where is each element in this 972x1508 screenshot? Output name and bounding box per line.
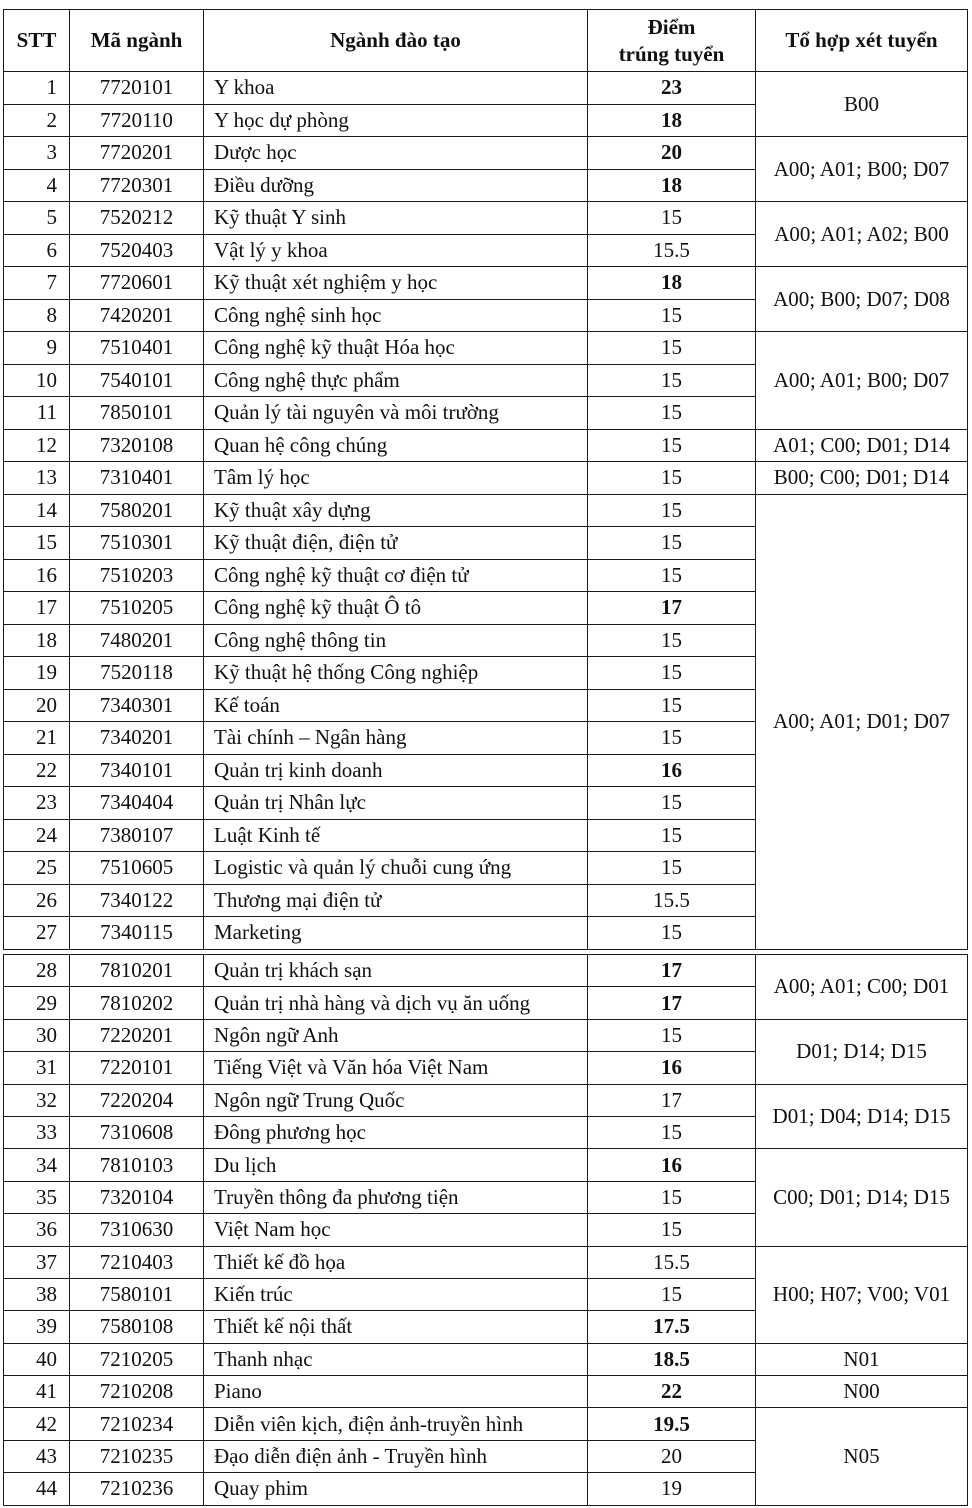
- row-stt: 7: [4, 267, 70, 300]
- admission-scores-table-part-1: [3, 9, 968, 950]
- row-stt: 16: [4, 559, 70, 592]
- header-stt: STT: [4, 10, 70, 72]
- row-stt: 19: [4, 657, 70, 690]
- row-major-name: Kỹ thuật điện, điện tử: [204, 527, 588, 560]
- row-stt: 29: [4, 987, 70, 1019]
- row-stt: 12: [4, 429, 70, 462]
- row-subject-combination: A00; A01; C00; D01: [756, 955, 968, 1020]
- row-major-name: Thương mại điện tử: [204, 884, 588, 917]
- row-major-name: Đông phương học: [204, 1116, 588, 1148]
- row-stt: 8: [4, 299, 70, 332]
- row-stt: 32: [4, 1084, 70, 1116]
- row-score: 15: [588, 202, 756, 235]
- row-major-name: Dược học: [204, 137, 588, 170]
- row-stt: 24: [4, 819, 70, 852]
- row-stt: 27: [4, 917, 70, 950]
- row-major-name: Y học dự phòng: [204, 104, 588, 137]
- row-major-name: Kế toán: [204, 689, 588, 722]
- row-major-name: Tiếng Việt và Văn hóa Việt Nam: [204, 1052, 588, 1084]
- row-major-name: Quay phim: [204, 1473, 588, 1505]
- row-stt: 41: [4, 1376, 70, 1408]
- row-major-name: Thiết kế nội thất: [204, 1311, 588, 1343]
- row-score: 17.5: [588, 1311, 756, 1343]
- row-score: 20: [588, 1440, 756, 1472]
- row-subject-combination: A00; A01; A02; B00: [756, 202, 968, 267]
- table-body-part-1: [4, 72, 968, 950]
- row-major-code: 7220101: [70, 1052, 204, 1084]
- row-major-name: Công nghệ kỹ thuật Hóa học: [204, 332, 588, 365]
- row-stt: 33: [4, 1116, 70, 1148]
- row-stt: 1: [4, 72, 70, 105]
- row-major-code: 7850101: [70, 397, 204, 430]
- row-major-code: 7210235: [70, 1440, 204, 1472]
- row-major-name: Kiến trúc: [204, 1278, 588, 1310]
- row-major-code: 7340404: [70, 787, 204, 820]
- table-row: [4, 955, 968, 987]
- row-major-code: 7520403: [70, 234, 204, 267]
- row-major-name: Quản lý tài nguyên và môi trường: [204, 397, 588, 430]
- row-major-name: Quản trị nhà hàng và dịch vụ ăn uống: [204, 987, 588, 1019]
- row-major-name: Du lịch: [204, 1149, 588, 1181]
- row-stt: 43: [4, 1440, 70, 1472]
- header-name: Ngành đào tạo: [204, 10, 588, 72]
- row-score: 15: [588, 299, 756, 332]
- row-subject-combination: D01; D14; D15: [756, 1019, 968, 1084]
- table-row: [4, 1149, 968, 1181]
- row-score: 15: [588, 527, 756, 560]
- table-row: [4, 137, 968, 170]
- row-score: 15: [588, 1214, 756, 1246]
- row-subject-combination: B00: [756, 72, 968, 137]
- row-major-code: 7540101: [70, 364, 204, 397]
- row-score: 15: [588, 624, 756, 657]
- row-major-code: 7510205: [70, 592, 204, 625]
- row-major-name: Công nghệ kỹ thuật cơ điện tử: [204, 559, 588, 592]
- row-major-name: Quản trị Nhân lực: [204, 787, 588, 820]
- row-score: 17: [588, 592, 756, 625]
- row-score: 22: [588, 1376, 756, 1408]
- row-major-name: Vật lý y khoa: [204, 234, 588, 267]
- row-major-name: Kỹ thuật xây dựng: [204, 494, 588, 527]
- row-major-code: 7220204: [70, 1084, 204, 1116]
- admission-scores-table-part-2: [3, 954, 968, 1506]
- row-stt: 30: [4, 1019, 70, 1051]
- row-score: 16: [588, 1052, 756, 1084]
- row-major-name: Thiết kế đồ họa: [204, 1246, 588, 1278]
- row-subject-combination: D01; D04; D14; D15: [756, 1084, 968, 1149]
- table-row: [4, 72, 968, 105]
- row-major-name: Kỹ thuật hệ thống Công nghiệp: [204, 657, 588, 690]
- row-stt: 18: [4, 624, 70, 657]
- row-major-name: Quan hệ công chúng: [204, 429, 588, 462]
- row-score: 17: [588, 1084, 756, 1116]
- row-score: 17: [588, 955, 756, 987]
- row-subject-combination: N01: [756, 1343, 968, 1375]
- row-major-code: 7420201: [70, 299, 204, 332]
- table-row: [4, 494, 968, 527]
- row-major-name: Ngôn ngữ Anh: [204, 1019, 588, 1051]
- row-stt: 34: [4, 1149, 70, 1181]
- row-stt: 17: [4, 592, 70, 625]
- row-score: 15: [588, 689, 756, 722]
- row-score: 15: [588, 462, 756, 495]
- row-score: 15: [588, 397, 756, 430]
- row-stt: 9: [4, 332, 70, 365]
- row-score: 23: [588, 72, 756, 105]
- row-major-name: Điều dưỡng: [204, 169, 588, 202]
- row-major-code: 7810103: [70, 1149, 204, 1181]
- row-major-name: Công nghệ thực phẩm: [204, 364, 588, 397]
- row-stt: 23: [4, 787, 70, 820]
- row-score: 19.5: [588, 1408, 756, 1440]
- row-major-code: 7510301: [70, 527, 204, 560]
- row-score: 15.5: [588, 234, 756, 267]
- row-score: 16: [588, 1149, 756, 1181]
- header-code: Mã ngành: [70, 10, 204, 72]
- row-major-code: 7310401: [70, 462, 204, 495]
- table-row: [4, 1376, 968, 1408]
- row-score: 19: [588, 1473, 756, 1505]
- row-major-code: 7480201: [70, 624, 204, 657]
- row-subject-combination: A00; A01; D01; D07: [756, 494, 968, 949]
- row-major-code: 7510203: [70, 559, 204, 592]
- header-score-line1: Điểm: [647, 15, 696, 40]
- row-score: 15: [588, 1019, 756, 1051]
- row-major-name: Công nghệ thông tin: [204, 624, 588, 657]
- row-major-code: 7720201: [70, 137, 204, 170]
- row-major-name: Quản trị kinh doanh: [204, 754, 588, 787]
- row-major-code: 7340101: [70, 754, 204, 787]
- row-major-code: 7520212: [70, 202, 204, 235]
- table-row: [4, 332, 968, 365]
- row-score: 18: [588, 104, 756, 137]
- row-score: 16: [588, 754, 756, 787]
- row-subject-combination: A01; C00; D01; D14: [756, 429, 968, 462]
- row-major-code: 7720101: [70, 72, 204, 105]
- row-major-name: Y khoa: [204, 72, 588, 105]
- row-major-name: Công nghệ sinh học: [204, 299, 588, 332]
- row-score: 15: [588, 852, 756, 885]
- row-score: 15: [588, 559, 756, 592]
- row-major-name: Đạo diễn điện ảnh - Truyền hình: [204, 1440, 588, 1472]
- row-major-code: 7520118: [70, 657, 204, 690]
- row-subject-combination: H00; H07; V00; V01: [756, 1246, 968, 1343]
- row-major-code: 7210208: [70, 1376, 204, 1408]
- row-score: 15: [588, 332, 756, 365]
- row-major-name: Luật Kinh tế: [204, 819, 588, 852]
- row-major-name: Việt Nam học: [204, 1214, 588, 1246]
- row-major-code: 7810202: [70, 987, 204, 1019]
- row-stt: 25: [4, 852, 70, 885]
- row-stt: 22: [4, 754, 70, 787]
- row-stt: 37: [4, 1246, 70, 1278]
- row-score: 15: [588, 429, 756, 462]
- row-major-code: 7210205: [70, 1343, 204, 1375]
- row-major-code: 7310630: [70, 1214, 204, 1246]
- row-stt: 20: [4, 689, 70, 722]
- row-stt: 35: [4, 1181, 70, 1213]
- table-row: [4, 1246, 968, 1278]
- row-major-code: 7720601: [70, 267, 204, 300]
- row-stt: 38: [4, 1278, 70, 1310]
- row-stt: 2: [4, 104, 70, 137]
- row-major-code: 7310608: [70, 1116, 204, 1148]
- row-stt: 3: [4, 137, 70, 170]
- row-score: 15: [588, 917, 756, 950]
- row-score: 18.5: [588, 1343, 756, 1375]
- row-major-code: 7510401: [70, 332, 204, 365]
- row-major-name: Quản trị khách sạn: [204, 955, 588, 987]
- row-major-name: Tài chính – Ngân hàng: [204, 722, 588, 755]
- row-major-code: 7340301: [70, 689, 204, 722]
- row-major-code: 7580101: [70, 1278, 204, 1310]
- row-score: 15: [588, 722, 756, 755]
- row-stt: 31: [4, 1052, 70, 1084]
- row-major-code: 7340122: [70, 884, 204, 917]
- row-major-code: 7320108: [70, 429, 204, 462]
- row-major-code: 7210236: [70, 1473, 204, 1505]
- row-major-name: Kỹ thuật Y sinh: [204, 202, 588, 235]
- row-stt: 4: [4, 169, 70, 202]
- row-score: 15: [588, 819, 756, 852]
- row-score: 15: [588, 787, 756, 820]
- header-score-line2: trúng tuyển: [618, 41, 725, 66]
- header-score: [588, 10, 756, 72]
- row-stt: 26: [4, 884, 70, 917]
- row-major-code: 7510605: [70, 852, 204, 885]
- row-subject-combination: C00; D01; D14; D15: [756, 1149, 968, 1246]
- row-major-code: 7380107: [70, 819, 204, 852]
- row-major-code: 7810201: [70, 955, 204, 987]
- row-score: 15: [588, 364, 756, 397]
- table-row: [4, 1343, 968, 1375]
- row-major-name: Kỹ thuật xét nghiệm y học: [204, 267, 588, 300]
- row-score: 15: [588, 657, 756, 690]
- table-row: [4, 1408, 968, 1440]
- row-stt: 5: [4, 202, 70, 235]
- row-subject-combination: A00; B00; D07; D08: [756, 267, 968, 332]
- row-stt: 36: [4, 1214, 70, 1246]
- row-stt: 10: [4, 364, 70, 397]
- row-major-code: 7220201: [70, 1019, 204, 1051]
- row-stt: 14: [4, 494, 70, 527]
- table-row: [4, 1019, 968, 1051]
- table-row: [4, 267, 968, 300]
- row-major-code: 7210403: [70, 1246, 204, 1278]
- row-score: 18: [588, 267, 756, 300]
- row-major-name: Thanh nhạc: [204, 1343, 588, 1375]
- row-major-code: 7720110: [70, 104, 204, 137]
- row-stt: 13: [4, 462, 70, 495]
- row-stt: 39: [4, 1311, 70, 1343]
- table-body-part-2: [4, 955, 968, 1506]
- table-row: [4, 462, 968, 495]
- row-stt: 42: [4, 1408, 70, 1440]
- row-subject-combination: N00: [756, 1376, 968, 1408]
- row-score: 15: [588, 1116, 756, 1148]
- row-subject-combination: A00; A01; B00; D07: [756, 332, 968, 430]
- header-combo: Tổ hợp xét tuyển: [756, 10, 968, 72]
- row-stt: 11: [4, 397, 70, 430]
- row-score: 15.5: [588, 1246, 756, 1278]
- row-stt: 21: [4, 722, 70, 755]
- row-stt: 44: [4, 1473, 70, 1505]
- table-row: [4, 202, 968, 235]
- row-major-code: 7720301: [70, 169, 204, 202]
- row-major-name: Diễn viên kịch, điện ảnh-truyền hình: [204, 1408, 588, 1440]
- row-major-name: Marketing: [204, 917, 588, 950]
- row-major-name: Logistic và quản lý chuỗi cung ứng: [204, 852, 588, 885]
- row-score: 15: [588, 1278, 756, 1310]
- row-subject-combination: B00; C00; D01; D14: [756, 462, 968, 495]
- row-score: 20: [588, 137, 756, 170]
- row-stt: 40: [4, 1343, 70, 1375]
- row-major-name: Tâm lý học: [204, 462, 588, 495]
- row-stt: 28: [4, 955, 70, 987]
- row-score: 15: [588, 1181, 756, 1213]
- row-major-name: Piano: [204, 1376, 588, 1408]
- row-stt: 15: [4, 527, 70, 560]
- row-score: 17: [588, 987, 756, 1019]
- row-subject-combination: N05: [756, 1408, 968, 1505]
- row-score: 15: [588, 494, 756, 527]
- row-major-name: Công nghệ kỹ thuật Ô tô: [204, 592, 588, 625]
- row-score: 15.5: [588, 884, 756, 917]
- row-subject-combination: A00; A01; B00; D07: [756, 137, 968, 202]
- table-row: [4, 429, 968, 462]
- row-stt: 6: [4, 234, 70, 267]
- row-major-name: Truyền thông đa phương tiện: [204, 1181, 588, 1213]
- row-major-code: 7320104: [70, 1181, 204, 1213]
- row-major-code: 7340201: [70, 722, 204, 755]
- row-major-name: Ngôn ngữ Trung Quốc: [204, 1084, 588, 1116]
- table-row: [4, 1084, 968, 1116]
- row-major-code: 7580201: [70, 494, 204, 527]
- row-major-code: 7340115: [70, 917, 204, 950]
- row-score: 18: [588, 169, 756, 202]
- table-header-row: [4, 10, 968, 72]
- row-major-code: 7580108: [70, 1311, 204, 1343]
- row-major-code: 7210234: [70, 1408, 204, 1440]
